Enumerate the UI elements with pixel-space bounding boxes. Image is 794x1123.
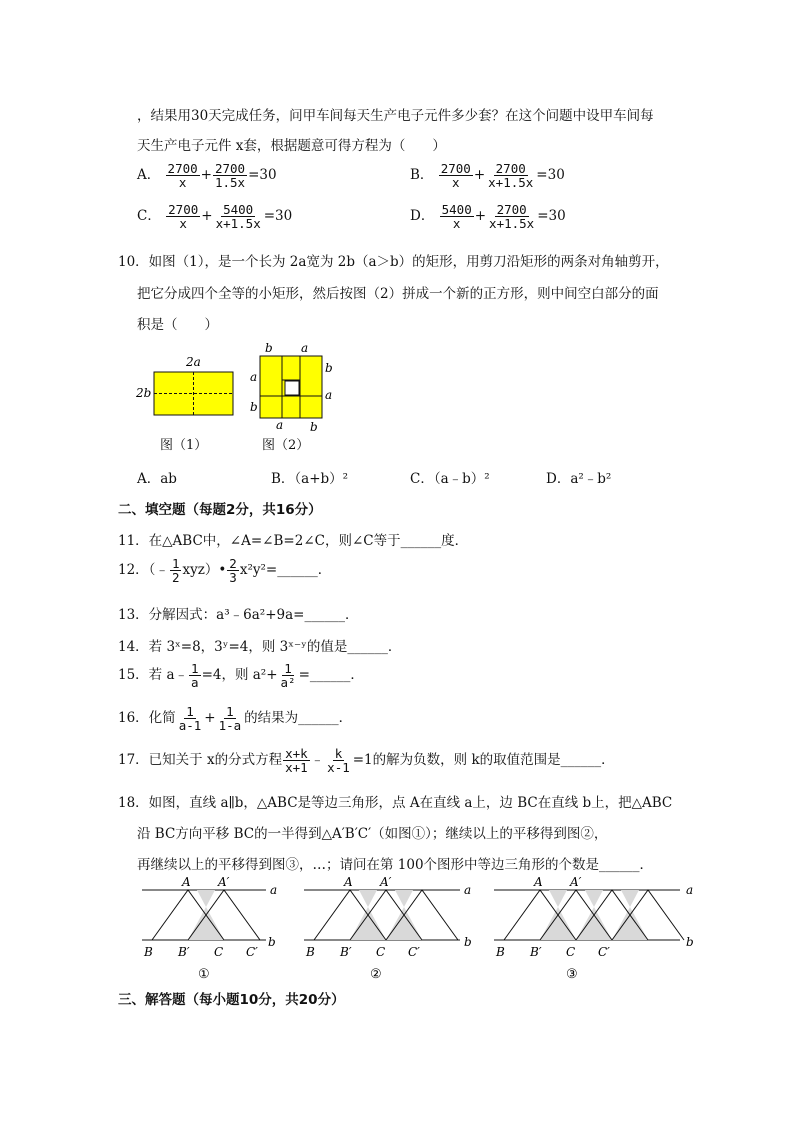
fig2-center-hole bbox=[285, 381, 299, 395]
q10-line1: 10．如图（1），是一个长为 2a宽为 2b（a＞b）的矩形，用剪刀沿矩形的两条对角轴剪开， bbox=[118, 254, 669, 270]
q18-figure-1 bbox=[138, 874, 288, 984]
q10-option-d: D．a²﹣b² bbox=[546, 471, 612, 487]
svg-text:a: a bbox=[276, 418, 284, 432]
q18-figure-2 bbox=[300, 874, 480, 984]
q18-line2: 沿 BC方向平移 BC的一半得到△A′B′C′（如图①）；继续以上的平移得到图②， bbox=[137, 826, 608, 842]
svg-text:②: ② bbox=[370, 967, 382, 982]
svg-text:A: A bbox=[344, 875, 353, 889]
svg-text:a: a bbox=[686, 883, 694, 897]
svg-text:b: b bbox=[686, 935, 694, 949]
svg-text:A′: A′ bbox=[218, 875, 230, 889]
section-3-heading: 三、解答题（每小题10分，共20分） bbox=[118, 992, 345, 1008]
q13: 13．分解因式：a³﹣6a²+9a=______． bbox=[118, 607, 359, 623]
svg-text:B: B bbox=[496, 945, 505, 959]
svg-text:b: b bbox=[325, 361, 333, 375]
q17: 17．已知关于 x的分式方程 $\frac{x+k}{x+1}$ ﹣ $\frac{k}{x-1}$ =1的解为负数，则 k的取值范围是______． bbox=[118, 746, 615, 776]
q18-line1: 18．如图，直线 a∥b，△ABC是等边三角形，点 A在直线 a上，边 BC在直线 b上，把△ABC bbox=[118, 795, 673, 811]
svg-text:③: ③ bbox=[566, 967, 578, 982]
q10-option-a: A．ab bbox=[137, 471, 177, 487]
q18-line3: 再继续以上的平移得到图③，…；请问在第 100个图形中等边三角形的个数是______． bbox=[137, 857, 654, 873]
svg-text:B′: B′ bbox=[340, 945, 352, 959]
svg-text:b: b bbox=[268, 935, 276, 949]
fig1-side-label: 2b bbox=[136, 386, 152, 400]
svg-text:①: ① bbox=[198, 967, 210, 982]
svg-text:B: B bbox=[144, 945, 153, 959]
svg-text:C′: C′ bbox=[408, 945, 420, 959]
fig2-caption: 图（2） bbox=[262, 438, 310, 453]
svg-text:A: A bbox=[182, 875, 191, 889]
svg-text:B′: B′ bbox=[530, 945, 542, 959]
q15: 15．若 a﹣ $\frac{1}{a}$ =4，则 a²+ $\frac{1}{\text{a²}}$ =______． bbox=[118, 661, 364, 691]
svg-text:C: C bbox=[214, 945, 224, 959]
q9-line2: 天生产电子元件 x套，根据题意可得方程为（ ） bbox=[137, 138, 446, 154]
q12: 12．（﹣ $\frac{1}{2}$ xyz）• $\frac{2}{3}$ x²y²=______． bbox=[118, 556, 332, 586]
svg-text:A′: A′ bbox=[570, 875, 582, 889]
svg-text:B: B bbox=[306, 945, 315, 959]
q10-option-c: C．（a﹣b）² bbox=[410, 471, 490, 487]
svg-text:a: a bbox=[325, 388, 333, 402]
svg-text:C′: C′ bbox=[598, 945, 610, 959]
svg-text:a: a bbox=[250, 370, 258, 384]
svg-text:B′: B′ bbox=[178, 945, 190, 959]
q16: 16．化简 $\frac{1}{a-1}$ + $\frac{1}{1-a}$ 的结果为______． bbox=[118, 704, 353, 734]
q9-option-a: A． $\frac{2700}{x}$ + $\frac{2700}{1.5x}$ =30 bbox=[137, 161, 277, 191]
q10-figure-1 bbox=[132, 352, 242, 422]
svg-text:b: b bbox=[265, 341, 273, 355]
q10-option-b: B．（a+b）² bbox=[271, 471, 349, 487]
q9-option-c: C． $\frac{2700}{x}$ + $\frac{5400}{x+1.5x}$ =30 bbox=[137, 202, 293, 232]
q9-line1: ，结果用30天完成任务，问甲车间每天生产电子元件多少套？在这个问题中设甲车间每 bbox=[137, 108, 654, 124]
svg-text:A: A bbox=[534, 875, 543, 889]
svg-text:b: b bbox=[310, 420, 318, 434]
svg-text:A′: A′ bbox=[380, 875, 392, 889]
svg-text:b: b bbox=[464, 935, 472, 949]
q18-figure-3 bbox=[490, 874, 705, 984]
q9-option-d: D． $\frac{5400}{x}$ + $\frac{2700}{x+1.5x}$ =30 bbox=[410, 202, 566, 232]
q10-figure-2 bbox=[245, 340, 340, 435]
q14: 14．若 3ˣ=8，3ʸ=4，则 3ˣ⁻ʸ的值是______． bbox=[118, 639, 402, 655]
fig1-top-label: 2a bbox=[186, 355, 201, 369]
svg-text:a: a bbox=[270, 883, 278, 897]
svg-text:C′: C′ bbox=[246, 945, 258, 959]
svg-text:C: C bbox=[376, 945, 386, 959]
section-2-heading: 二、填空题（每题2分，共16分） bbox=[118, 502, 322, 518]
svg-text:b: b bbox=[250, 400, 258, 414]
q10-line3: 积是（ ） bbox=[137, 317, 218, 333]
q9-option-b: B． $\frac{2700}{x}$ + $\frac{2700}{x+1.5x}$ =30 bbox=[410, 161, 565, 191]
svg-text:a: a bbox=[301, 341, 309, 355]
svg-text:a: a bbox=[464, 883, 472, 897]
q11: 11．在△ABC中，∠A=∠B=2∠C，则∠C等于______度． bbox=[118, 533, 469, 549]
svg-text:C: C bbox=[566, 945, 576, 959]
fig1-caption: 图（1） bbox=[160, 438, 208, 453]
q10-line2: 把它分成四个全等的小矩形，然后按图（2）拼成一个新的正方形，则中间空白部分的面 bbox=[137, 286, 659, 302]
